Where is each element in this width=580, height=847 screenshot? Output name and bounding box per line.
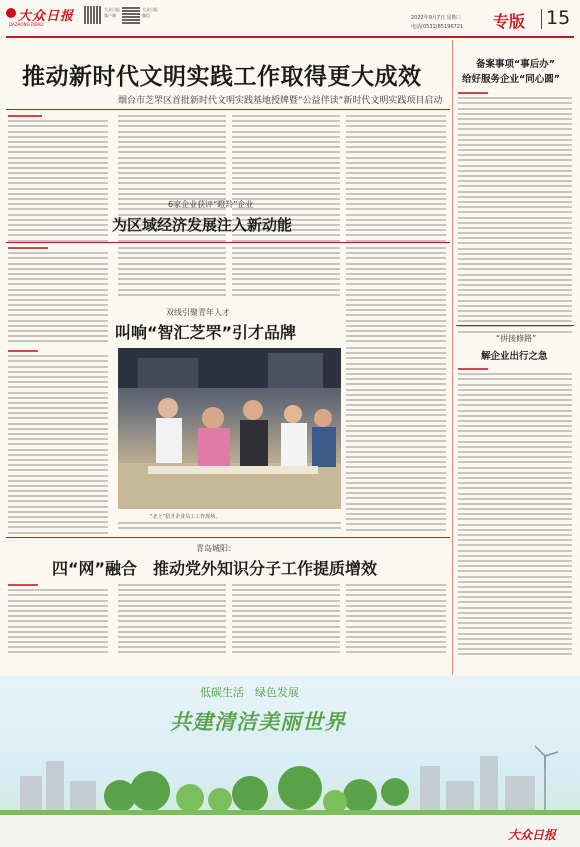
newspaper-logo [6, 8, 16, 18]
qr-code-1 [84, 6, 102, 24]
masthead [0, 0, 580, 36]
right-article-body-2 [458, 368, 572, 659]
youth-article-title: 叫响“智汇芝罘”引才品牌 [115, 323, 297, 342]
mid-article-col-1 [8, 247, 108, 346]
banner-newspaper-logo: 大众日报 [508, 828, 557, 842]
party-article-col-3 [232, 584, 340, 657]
event-photo [118, 348, 341, 509]
party-article-kicker: 青岛城阳： [196, 544, 236, 553]
column-divider [452, 40, 453, 675]
mid-article-kicker: 6家企业获评“瞪羚”企业 [168, 200, 254, 209]
party-article-col-1 [8, 584, 108, 657]
party-article-rule [6, 537, 450, 538]
masthead-logo-text: 大众日报 [18, 9, 75, 24]
masthead-rule [6, 36, 574, 38]
right-article-title-1: 备案事项“事后办” [476, 59, 555, 70]
main-headline: 推动新时代文明实践工作取得更大成效 [22, 64, 422, 90]
youth-article-kicker: 双线引聚青年人才 [166, 308, 230, 317]
mid-article-col-4 [346, 247, 446, 346]
party-article-col-4 [346, 584, 446, 657]
section-title: 专版 [493, 12, 526, 31]
mid-article-rule [6, 242, 450, 243]
headline-rule [6, 109, 450, 110]
right-article-title-2: 给好服务企业“同心圆” [462, 74, 560, 85]
photo-caption: “北上”招才企业员工工作现场。 [150, 514, 221, 520]
banner-tagline: 低碳生活 绿色发展 [200, 686, 299, 699]
mid-article-title: 为区域经济发展注入新动能 [112, 216, 293, 234]
editorial-phone: 电话(0531)85196721 [411, 24, 464, 30]
page-number: 15 [546, 7, 571, 29]
qr-label-1: 大众日报 客户端 [104, 7, 120, 18]
page-divider [541, 9, 542, 29]
banner-illustration [0, 736, 580, 847]
right-article-rule [456, 325, 574, 326]
party-article-col-2 [118, 584, 226, 657]
photo-illustration [118, 348, 341, 509]
mid-article-col-2 [118, 247, 226, 299]
party-article-title: 四“网”融合 推动党外知识分子工作提质增效 [52, 559, 378, 578]
right-article-body-1 [458, 92, 572, 336]
main-subheadline: 烟台市芝罘区首批新时代文明实践基地授牌暨“公益伴读”新时代文明实践项目启动 [118, 96, 443, 106]
youth-article-col-4 [346, 347, 446, 534]
mid-article-col-3 [232, 247, 340, 299]
main-article-col-4 [346, 115, 446, 245]
main-article-col-1 [8, 115, 108, 245]
youth-article-col-1 [8, 350, 108, 537]
right-article-title-3: 解企业出行之急 [481, 351, 548, 362]
qr-code-2 [122, 6, 140, 24]
eco-banner [0, 676, 580, 847]
issue-date: 2022年9月7日 星期三 [411, 15, 462, 21]
banner-slogan: 共建清洁美丽世界 [170, 710, 346, 734]
right-article-kicker: “拼接修路” [496, 334, 537, 343]
youth-article-row [118, 522, 341, 532]
masthead-pinyin: DAZHONG RIBAO [9, 22, 44, 27]
qr-label-2: 大众日报 微信 [142, 7, 158, 18]
